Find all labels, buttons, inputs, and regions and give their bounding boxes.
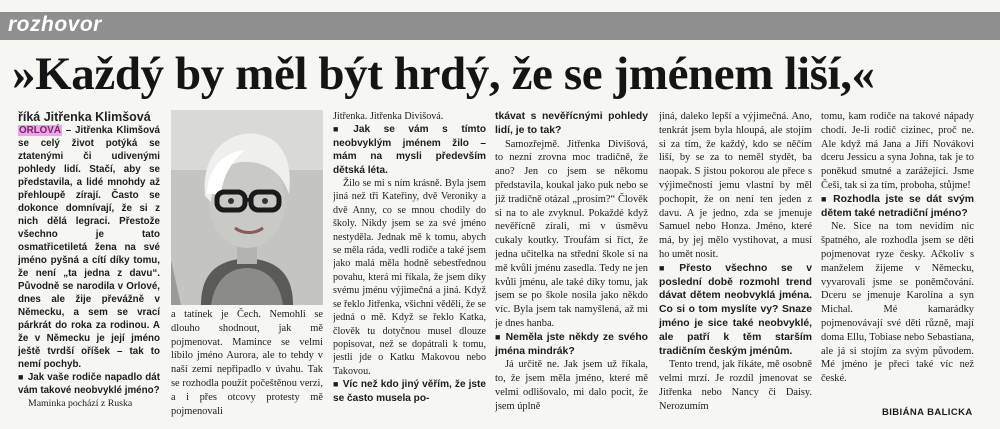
article-column-5 [659,110,812,420]
interview-answer-continued: jiná, daleko lepší a výjimečná. Ano, tenkrát jsem byla hloupá, ale stojím si za tím, že každý, kdo se něčím liší, by se za to neměl stydět, ba naopak. S jistou pokorou ale přece s výjimečností jemu vlastní by měl pochopit, že on není ten jeden z davu. A je jedno, zda se jmenuje Samuel nebo Honza. Jméno, které má, by jej mělo vystihovat, a musí ho umět nosit. [659,111,812,260]
article-column-2 [171,308,323,418]
article-byline: říká Jitřenka Klimšová [18,110,151,124]
interview-answer: Já určitě ne. Jak jsem už říkala, to, že jsem měla jméno, které mě velmi odlišovalo, mi dalo pocit, že jsem úplně [495,359,648,412]
article-column-3 [333,110,486,420]
section-label: rozhovor [8,13,102,36]
portrait-photo [171,110,323,305]
interview-answer: Žilo se mi s ním krásně. Byla jsem jiná než tři Kateřiny, dvě Veroniky a dvě Anny, co se mnou chodily do školy. Nikdy jsem se za své jméno nestyděla. Jednak mě k tomu, abych se měla ráda, vedli rodiče a také jsem jako malá měla hodně sebestřednou povahu, která mi říkala, že jsem díky svému jménu výjimečná a jiná. Když se řeklo Jitřenka, všichni věděli, že se jedná o mě. Když se řeklo Katka, člověk tu dotyčnou musel dlouze popisovat, než se dopátrali k tomu, jestli jde o Katku Makovou nebo Takovou. [333,178,486,377]
article-column-4 [495,110,648,420]
interview-question-continued: tkávat s nevěřícnými pohledy lidí, je to tak? [495,111,648,136]
author-signature: BIBIÁNA BALICKA [882,407,973,418]
interview-question: ■ Víc než kdo jiný věřím, že jste se často musela po- [333,379,486,404]
interview-answer: Tento trend, jak říkáte, mě osobně velmi mrzí. Je rozdíl jmenovat se Jitřenka nebo Nancy či Daisy. Nerozumím [659,359,812,412]
interview-question: ■ Rozhodla jste se dát svým dětem také netradiční jméno? [821,193,974,219]
article-column-6 [821,110,974,405]
interview-answer: Ne. Sice na tom nevidím nic špatného, ale rozhodla jsem se děti pojmenovat ryze česky. Ačkoliv s manželem žijeme v Německu, vyvarovali jsme se poněmčování. Dceru se jmenuje Karolína a syn Michal. Mé kamarádky pojmenovávají své děti různě, mají doma Ellu, Tobiase nebo Sebastiana, ale já si stojím za svým původem. Mé jméno je přeci také víc než české. [821,221,974,385]
interview-answer: Maminka pochází z Ruska [28,398,133,409]
interview-question: ■ Jak vaše rodiče napadlo dát vám takové neobvyklé jméno? [18,372,160,396]
interview-answer-continued: a tatínek je Čech. Nemohli se dlouho shodnout, jak mě pojmenovat. Mamince se velmi líbilo jméno Aurora, ale to tehdy v naší zemi nepřipadlo v úvahu. Tak se rozhodla použít počeštěnou verzi, a i přes otcovy protesty mě pojmenovali [171,309,323,417]
portrait-illustration [171,110,323,305]
interview-answer: Samozřejmě. Jitřenka Divišová, to nezní zrovna moc tradičně, že ano? Jen co jsem se někomu představila, koukal jako puk nebo se již tradičně otázal „prosím?“ Člověk si na to ale zvyknul. Pokaždé když nevěřícně zírali, mi v úsměvu cukaly koutky. Troufám si říct, že jedna učitelka na střední škole si na mě kvůli jménu zasedla. Tedy ne jen kvůli jménu, ale také díky tomu, jak jsem se po škole nosila jako někdo víc. Byla jsem tak namyšlená, až mi je dnes hanba. [495,138,648,329]
interview-question: ■ Jak se vám s tímto neobvyklým jménem žilo – mám na mysli především dětská léta. [333,124,486,176]
lead-text: – Jitřenka Klimšová se celý život potýká se ztatenými či udivenými pohledy lidí. Stačí, aby se představila, a lidé mnohdy až přehloupě zírají. Často se dokonce domnívají, že si z nich dělá legraci. Přestože všechno je tato osmatřicetiletá žena na své jméno pyšná a cítí díky tomu, že není „ta jedna z davu“. Původně se narodila v Orlové, dnes ale žije převážně v Německu, a sem se vrací párkrát do roka za rodinou. A že v Německu je její jméno ještě tvrdší oříšek – tak to nemí pochyb. [18,125,160,370]
interview-answer-continued: Jitřenka. Jitřenka Divišová. [333,111,444,122]
article-headline: »Každý by měl být hrdý, že se jménem liší,« [12,48,875,100]
article-column-1 [18,124,160,424]
interview-answer-continued: tomu, kam rodiče na takové nápady chodí. Je-li rodič cizinec, proč ne. Ale když má Jana a Jiří Novákovi dceru Jessicu a syna Johna, tak je to poněkud smutné a zarážející. Jsme Češi, tak si za tím, proboha, stůjme! [821,111,974,191]
section-header-bar [0,12,1000,40]
article-lead [18,124,160,371]
dateline-place: ORLOVÁ [19,125,61,136]
interview-question: ■ Neměla jste někdy ze svého jména mindrák? [495,331,648,357]
interview-question: ■ Přesto všechno se v poslední době rozmohl trend dávat dětem neobvyklá jména. Co si o tom myslíte vy? Snaze jméno je sice také neobvyklé, ale patří k těm starším tradičním českým jménům. [659,262,812,357]
